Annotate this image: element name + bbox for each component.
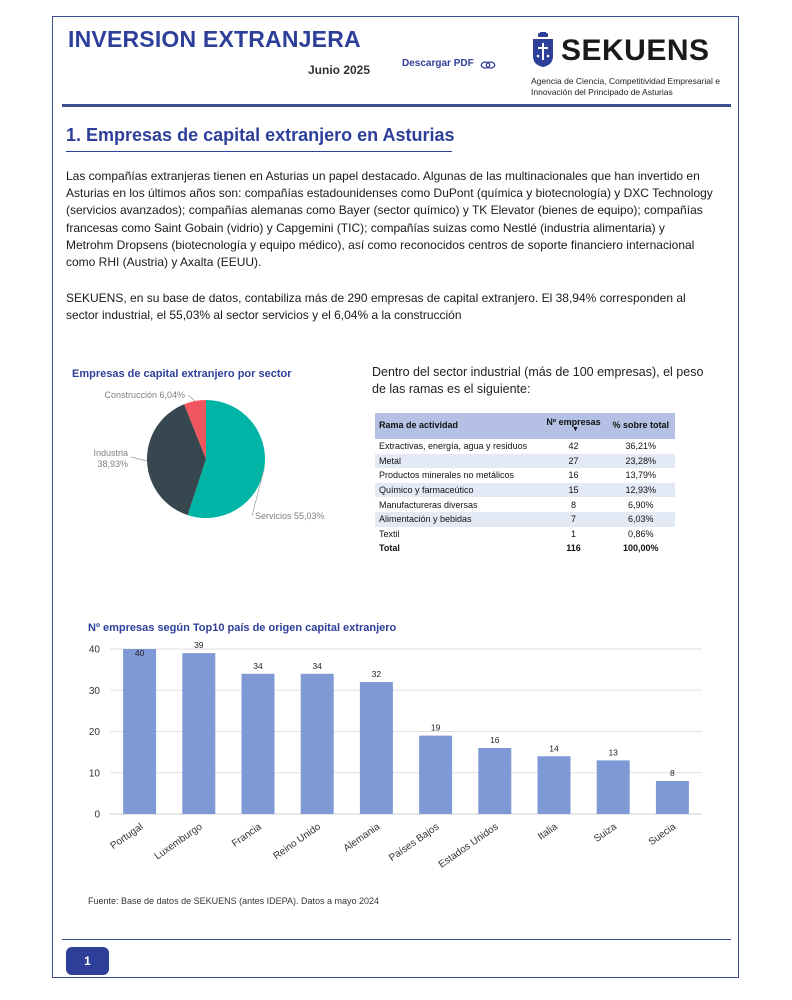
page-number-badge: 1: [66, 947, 109, 975]
source-note: Fuente: Base de datos de SEKUENS (antes IDEPA). Datos a mayo 2024: [88, 896, 379, 906]
bar: [360, 682, 393, 814]
table-cell: Metal: [375, 454, 540, 469]
document-date: Junio 2025: [308, 63, 371, 77]
bar: [656, 781, 689, 814]
document-title: INVERSION EXTRANJERA: [68, 26, 361, 52]
download-pdf-link[interactable]: Descargar PDF: [402, 58, 474, 69]
table-cell: 6,03%: [607, 512, 675, 527]
summary-paragraph: SEKUENS, en su base de datos, contabiliza más de 290 empresas de capital extranjero. El 38,94% corresponden al sector industrial, el 55,03% al sector servicios y el 6,04% a la construcción: [66, 291, 686, 323]
table-cell: 6,90%: [628, 499, 654, 510]
table-cell: 13,79%: [625, 470, 657, 481]
x-tick-label: Francia: [230, 821, 264, 850]
bar: [597, 760, 630, 814]
industry-branch-table: [375, 413, 675, 556]
table-cell: 1: [571, 528, 577, 539]
bar-value-label: 39: [194, 640, 204, 651]
y-tick-label: 20: [88, 727, 100, 738]
intro-paragraph: Las compañías extranjeras tienen en Asturias un papel destacado. Algunas de las multinacionales que han invertido en Asturias en los últimos años son: compañías estadounidenses como DuPont (química y biotecnología) y DXC Technology (servicios avanzados); compañías alemanas como Bayer (sector químico) y TK Elevator (bienes de equipo); compañías francesas como Saint Gobain (vidrio) y Capgemini (TIC); compañías suizas como Nestlé (industria alimentaria) y Metrohm Dropsens (biotecnología y equipo médico), así como reconocidos centros de soporte financiero internacional como RHI (Austria) y Axalta (EEUU).: [66, 169, 713, 270]
pie-leader-line: [188, 395, 195, 401]
x-tick-label: Reino Unido: [271, 821, 323, 863]
table-row: [375, 497, 675, 512]
x-tick-label: Estados Unidos: [436, 821, 501, 871]
table-cell: 7: [540, 512, 606, 527]
table-cell: Alimentación y bebidas: [375, 512, 540, 527]
header-divider: [62, 104, 731, 107]
bar-value-label: 13: [608, 747, 618, 758]
table-header-row: [375, 413, 675, 439]
bar-value-label: 14: [549, 743, 559, 754]
table-cell: 12,93%: [607, 483, 675, 498]
bar-value-label: 32: [371, 669, 382, 679]
section-underline: [66, 151, 452, 152]
agency-subtitle: Agencia de Ciencia, Competitividad Empresarial e Innovación del Principado de Asturias: [531, 76, 720, 97]
table-cell: 42: [568, 441, 579, 452]
table-cell: 27: [540, 454, 606, 469]
x-tick-label: Alemania: [341, 821, 383, 855]
table-row: [375, 527, 675, 542]
table-cell: Textil: [379, 528, 400, 539]
link-icon[interactable]: [480, 58, 496, 72]
table-cell: 36,21%: [625, 441, 657, 452]
bar: [242, 674, 275, 814]
table-cell: 8: [571, 499, 577, 510]
bar: [301, 674, 334, 814]
x-tick-label: Países Bajos: [387, 821, 442, 864]
x-tick-label: Suecia: [646, 821, 679, 848]
pie-label: 38,93%: [97, 459, 128, 469]
x-tick-label: Italia: [536, 821, 560, 843]
bar-value-label: 34: [253, 660, 263, 671]
table-total-row: [375, 541, 675, 556]
table-cell: 15: [540, 483, 606, 498]
bar: [419, 736, 452, 814]
table-row: [375, 454, 675, 469]
header-rama: Rama de actividad: [375, 413, 540, 439]
x-tick-label: Luxemburgo: [152, 821, 205, 863]
asturias-crest-icon: [531, 32, 555, 68]
bar-value-label: 19: [430, 722, 441, 733]
pie-leader-line: [131, 457, 147, 461]
y-tick-label: 10: [88, 768, 100, 780]
table-cell: 23,28%: [607, 454, 675, 469]
section-title: 1. Empresas de capital extranjero en Asturias: [66, 125, 455, 145]
table-row: [375, 439, 675, 454]
header-porcentaje: % sobre total: [607, 413, 675, 439]
bar-value-label: 16: [490, 735, 500, 745]
table-cell: 116: [566, 543, 581, 554]
table-row: [375, 483, 675, 498]
table-cell: 0,86%: [628, 528, 654, 539]
pie-label: Construcción 6,04%: [104, 390, 185, 400]
bar-value-label: 40: [134, 648, 145, 658]
table-cell: Total: [379, 543, 400, 554]
table-cell: 100,00%: [623, 543, 659, 554]
bar: [478, 748, 511, 814]
footer-divider: [62, 939, 731, 940]
bar-value-label: 34: [312, 660, 322, 671]
table-cell: Manufactureras diversas: [379, 499, 478, 510]
sekuens-logo[interactable]: SEKUENS: [561, 34, 710, 67]
pie-chart-title: Empresas de capital extranjero por sector: [72, 368, 292, 380]
table-cell: Extractivas, energía, agua y residuos: [379, 441, 528, 452]
table-row: [375, 512, 675, 527]
country-bar-chart: [80, 638, 710, 878]
pie-label: Servicios 55,03%: [255, 511, 325, 521]
x-tick-label: Suiza: [592, 821, 619, 845]
bar-chart-title: Nº empresas según Top10 país de origen capital extranjero: [88, 622, 397, 634]
table-cell: Químico y farmaceútico: [375, 483, 540, 498]
pie-label: Industria: [93, 448, 128, 458]
y-tick-label: 40: [88, 644, 100, 656]
header-num-empresas[interactable]: Nº empresas ▼: [540, 413, 606, 439]
y-tick-label: 30: [88, 685, 100, 697]
bar: [538, 756, 571, 814]
table-row: [375, 468, 675, 483]
bar: [123, 649, 156, 814]
table-cell: 16: [568, 470, 579, 481]
y-tick-label: 0: [94, 809, 100, 821]
x-tick-label: Portugal: [108, 821, 146, 852]
sort-caret-icon[interactable]: ▼: [572, 426, 579, 433]
bar: [182, 653, 215, 814]
table-intro: Dentro del sector industrial (más de 100 empresas), el peso de las ramas es el siguiente:: [372, 365, 704, 396]
table-cell: Productos minerales no metálicos: [379, 470, 515, 481]
sector-pie-chart: [72, 385, 362, 535]
bar-value-label: 8: [670, 768, 675, 778]
